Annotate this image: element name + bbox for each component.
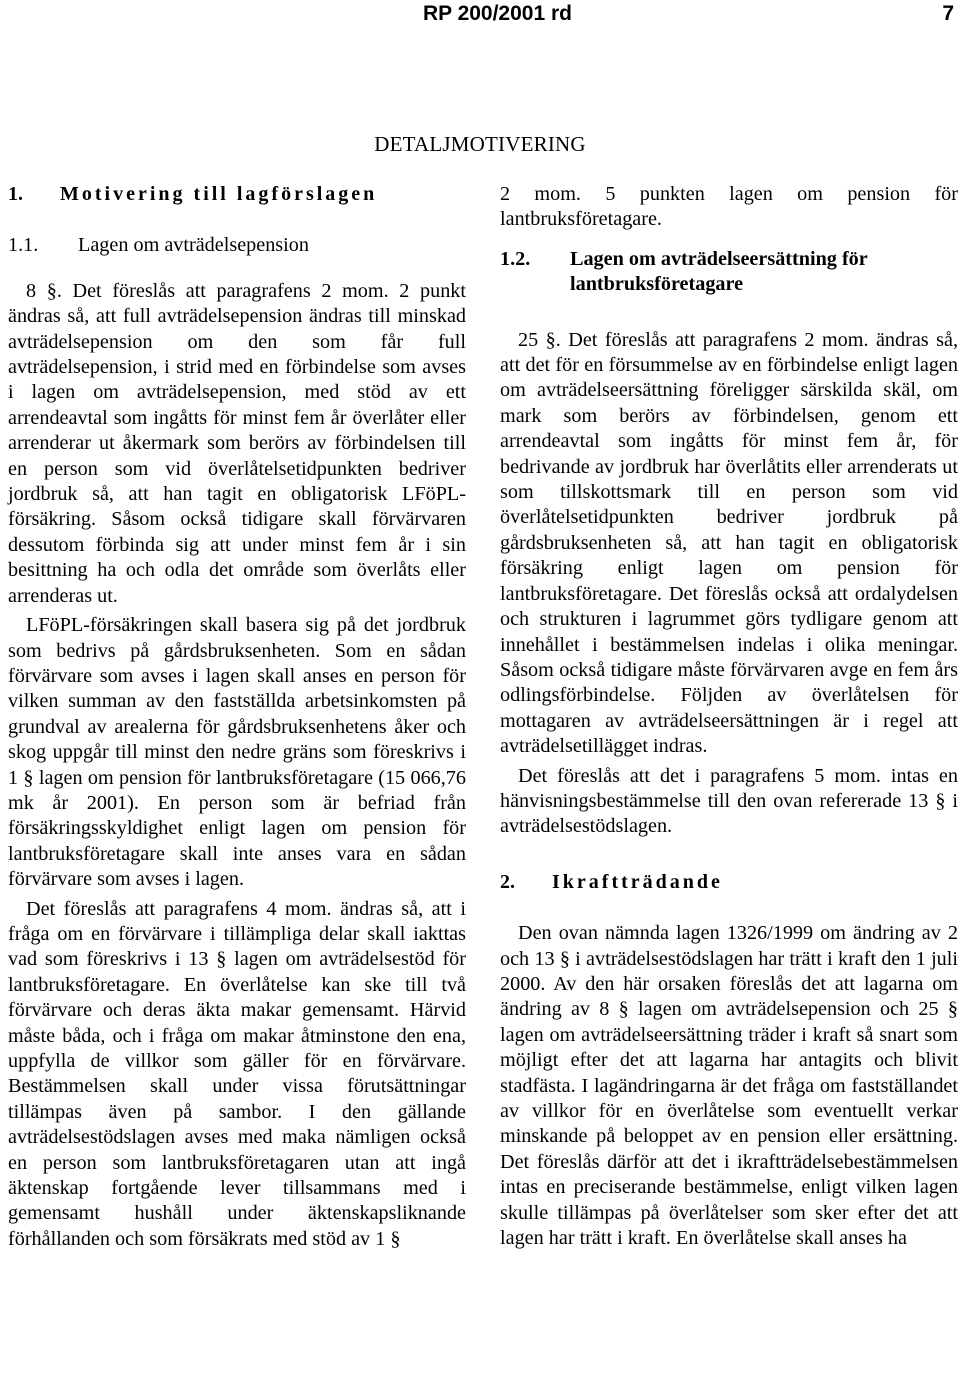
paragraph-5-mom: Det föreslås att det i paragrafens 5 mom. intas en hänvisningsbestämmelse till den ovan refererade 13 § i avträdelsestödslagen. (500, 764, 958, 838)
paragraph-lfopl: LFöPL-försäkringen skall basera sig på det jordbruk som bedrivs på gårdsbruksenheten. Som en sådan förvärvare som avses i lagen skall anses en person för vilken summan av den fastställda arbetsinkomsten på grundval av arealerna för gårdsbruksenhetens åker och skog uppgår till minst den nedre gräns som föreskrivs i 1 § lagen om pension för lantbruksföretagare (15 066,76 mk år 2001). En person som är befriad från försäkringsskyldighet enligt lagen om pension för lantbruksföretagare skall inte anses vara en sådan förvärvare som avses i lagen. (8, 614, 466, 891)
section-title: DETALJMOTIVERING (374, 132, 586, 156)
heading-text: Ikraftträdande (552, 870, 723, 893)
paragraph-4-mom: Det föreslås att paragrafens 4 mom. ändras så, att i fråga om en förvärvare i tillämpliga delar skall iakttas vad som föreskrivs i 13 § lagen om avträdelsestöd för lantbruksföretagare. En överlåtelse kan ske till två förvärvare och deras äkta makar gemensamt. Härvid måste båda, och i fråga om makar åtminstone den ena, uppfylla de villkor som gäller för en förvärvare. Bestämmelsen skall under vissa förutsättningar tillämpas även på sambor. I den gällande avträdelsestödslagen avses med maka nämligen också en person som lantbruksföretagaren utan att ingå äktenskap fortgående lever tillsammans med i gemensamt hushåll under äktenskapsliknande förhållanden och som försäkrats med stöd av 1 § (8, 897, 466, 1250)
paragraph-continuation: 2 mom. 5 punkten lagen om pension för lantbruksföretagare. (500, 183, 958, 231)
heading-avtradelsepension (8, 233, 466, 258)
heading-text: Lagen om avträdelsepension (78, 234, 309, 257)
paragraph-ikrafttradande: Den ovan nämnda lagen 1326/1999 om ändring av 2 och 13 § i avträdelsestödslagen har trätt i kraft den 1 juli 2000. Av den här orsaken föreslås det att lagarna om ändring av 8 § lagen om avträdelsepension och 25 § lagen om avträdelseersättning träder i kraft så snart som möjligt efter det att lagarna har antagits och blivit stadfästa. I lagändringarna är det fråga om fastställandet av villkor för en överlåtelse som eventuellt verkar minskande på beloppet av en pension eller ersättning. Det föreslås därför att det i ikraftträdelsebestämmelsen intas en preciserande bestämmelse, enligt vilken lagen skulle tillämpas på överlåtelser som sker efter det att lagen har trätt i kraft. En överlåtelse skall anses ha (500, 922, 958, 1250)
heading-avtradelseersattning (500, 247, 958, 298)
page-header (0, 0, 960, 32)
heading-number: 2. (500, 870, 515, 893)
heading-number: 1. (8, 183, 23, 205)
heading-number: 1.2. (500, 247, 531, 270)
page-number: 7 (942, 2, 954, 25)
heading-text: Lagen om avträdelseersättning för lantbruksföretagare (570, 247, 868, 296)
left-column (8, 182, 466, 1252)
heading-number: 1.1. (8, 234, 39, 257)
heading-motivering (8, 182, 466, 207)
paragraph-25-section: 25 §. Det föreslås att paragrafens 2 mom. ändras så, att det för en försummelse av en förbindelse enligt lagen om avträdelseersättning föreligger särskilda skäl, om mark som berörs av förbindelsen, genom ett arrendeavtal som ingåtts för minst fem år, för bedrivande av jordbruk har överlåtits eller arrenderats ut som tillskottsmark till en person som vid överlåtelsetidpunkten bedriver jordbruk på gårdsbruksenheten så, att han tagit en obligatorisk försäkring enligt lagen om pension för lantbruksföretagare. Det föreslås också att ordalydelsen och strukturen i lagrummet görs tydligare genom att innehållet i bestämmelsen indelas i olika meningar. Såsom också tidigare måste förvärvaren avge en fem års odlingsförbindelse. Följden av överlåtelsen för mottagaren av avträdelseersättningen är i regel att avträdelsetillägget indras. (500, 328, 958, 758)
heading-text: Motivering till lagförslagen (60, 183, 378, 205)
right-column (500, 182, 958, 1251)
heading-ikrafttradande (500, 870, 958, 895)
document-reference: RP 200/2001 rd (422, 2, 572, 25)
paragraph-8-section: 8 §. Det föreslås att paragrafens 2 mom. 2 punkt ändras så, att full avträdelsepension ändras till minskad avträdelsepension om den som får full avträdelsepension, i strid med en förbindelse som avses i lagen om avträdelsepension, med stöd av ett arrendeavtal som ingåtts för minst fem år överlåter eller arrenderar ut åkermark som berörs av förbindelsen till en person som vid överlåtelsetidpunkten bedriver jordbruk så, att han tagit en obligatorisk LFöPL-försäkring. Såsom också tidigare skall förvärvaren dessutom förbinda sig att under minst fem år i sin besittning ha och odla det område som överlåts eller arrenderas ut. (8, 279, 466, 607)
